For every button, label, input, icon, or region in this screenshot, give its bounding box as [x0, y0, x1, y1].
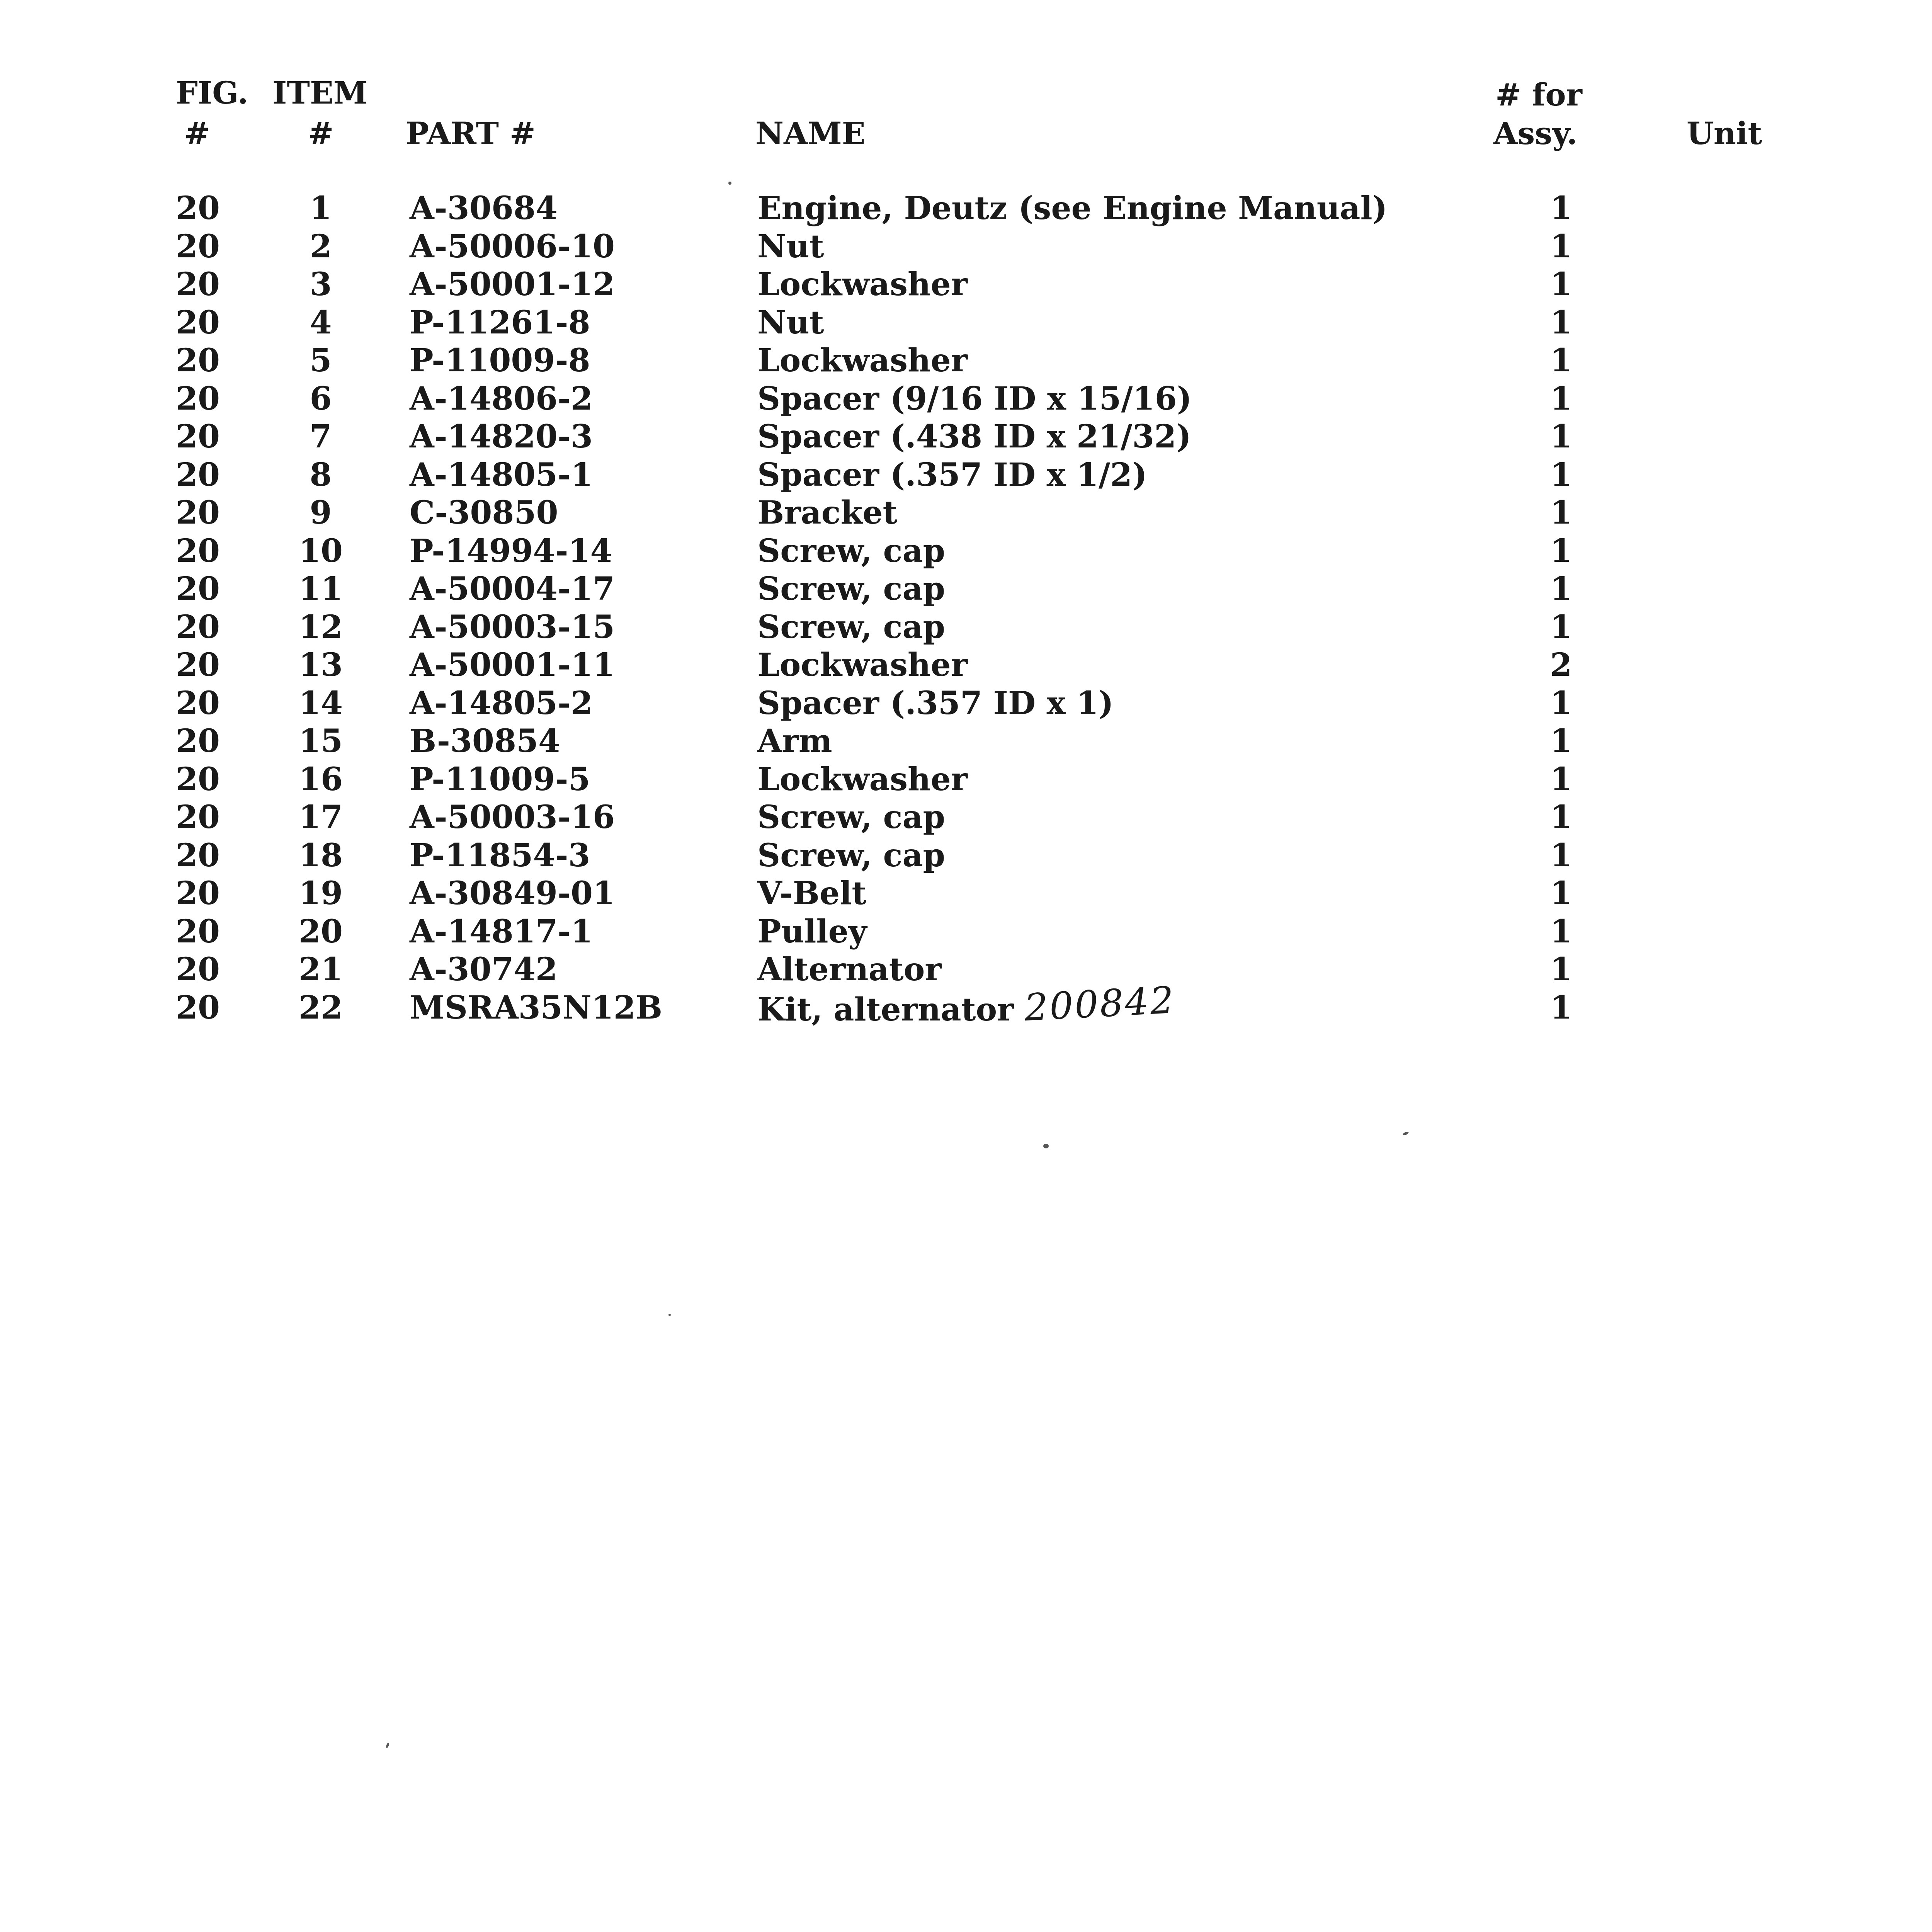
name-cell: V-Belt: [757, 875, 867, 912]
item-cell: 19: [298, 875, 343, 912]
item-cell: 6: [310, 380, 332, 417]
table-row: [0, 760, 1932, 799]
table-row: [0, 646, 1932, 684]
name-cell: Spacer (9/16 ID x 15/16): [757, 380, 1192, 417]
header-fig-line1: FIG.: [176, 75, 248, 111]
part-cell: C-30850: [410, 494, 558, 531]
header-qty-line1: # for: [1495, 77, 1582, 113]
name-cell: Lockwasher: [757, 760, 968, 798]
qty-cell: 1: [1550, 951, 1572, 988]
table-row: [0, 418, 1932, 456]
table-row: [0, 951, 1932, 989]
fig-cell: 20: [176, 913, 220, 950]
item-cell: 21: [298, 951, 343, 988]
name-cell: Lockwasher: [757, 646, 968, 684]
part-cell: A-50003-15: [410, 608, 615, 646]
table-row: [0, 798, 1932, 837]
header-fig-line2: #: [184, 115, 210, 151]
scan-speck: [1043, 1144, 1049, 1148]
fig-cell: 20: [176, 875, 220, 912]
fig-cell: 20: [176, 456, 220, 493]
qty-cell: 1: [1550, 608, 1572, 646]
item-cell: 1: [310, 190, 332, 227]
qty-cell: 2: [1550, 646, 1572, 684]
qty-cell: 1: [1550, 684, 1572, 722]
table-row: [0, 532, 1932, 570]
qty-cell: 1: [1550, 494, 1572, 531]
header-item-line2: #: [308, 115, 334, 151]
fig-cell: 20: [176, 989, 220, 1026]
name-cell: Alternator: [757, 951, 942, 988]
name-cell: Nut: [757, 228, 824, 265]
name-cell: Spacer (.357 ID x 1/2): [757, 456, 1147, 493]
qty-cell: 1: [1550, 799, 1572, 836]
part-cell: A-14805-2: [410, 684, 593, 722]
header-name: NAME: [755, 115, 866, 151]
fig-cell: 20: [176, 304, 220, 341]
part-cell: P-14994-14: [410, 532, 612, 570]
qty-cell: 1: [1550, 989, 1572, 1026]
fig-cell: 20: [176, 799, 220, 836]
fig-cell: 20: [176, 532, 220, 570]
fig-cell: 20: [176, 228, 220, 265]
qty-cell: 1: [1550, 304, 1572, 341]
qty-cell: 1: [1550, 380, 1572, 417]
name-cell: Spacer (.438 ID x 21/32): [757, 418, 1192, 455]
fig-cell: 20: [176, 760, 220, 798]
qty-cell: 1: [1550, 875, 1572, 912]
item-cell: 5: [310, 342, 332, 379]
part-cell: A-30684: [410, 190, 558, 227]
item-cell: 22: [298, 989, 343, 1026]
fig-cell: 20: [176, 951, 220, 988]
name-cell: Engine, Deutz (see Engine Manual): [757, 190, 1388, 227]
table-row: [0, 570, 1932, 608]
item-cell: 18: [298, 837, 343, 874]
table-row: [0, 608, 1932, 646]
fig-cell: 20: [176, 380, 220, 417]
fig-cell: 20: [176, 266, 220, 303]
name-cell: Screw, cap: [757, 608, 945, 646]
scan-speck: [386, 1742, 389, 1748]
name-cell: Lockwasher: [757, 266, 968, 303]
qty-cell: 1: [1550, 913, 1572, 950]
name-text: Kit, alternator: [757, 991, 1014, 1028]
item-cell: 20: [298, 913, 343, 950]
header-item-line1: ITEM: [272, 75, 368, 111]
qty-cell: 1: [1550, 190, 1572, 227]
part-cell: A-30742: [410, 951, 558, 988]
part-cell: P-11009-8: [410, 342, 590, 379]
part-cell: A-50006-10: [410, 228, 615, 265]
item-cell: 2: [310, 228, 332, 265]
fig-cell: 20: [176, 723, 220, 760]
qty-cell: 1: [1550, 228, 1572, 265]
fig-cell: 20: [176, 342, 220, 379]
qty-cell: 1: [1550, 418, 1572, 455]
fig-cell: 20: [176, 837, 220, 874]
part-cell: A-50001-11: [410, 646, 615, 684]
qty-cell: 1: [1550, 837, 1572, 874]
item-cell: 11: [298, 570, 343, 607]
fig-cell: 20: [176, 190, 220, 227]
part-cell: A-50001-12: [410, 266, 615, 303]
table-row: [0, 456, 1932, 494]
item-cell: 17: [298, 799, 343, 836]
table-row: [0, 228, 1932, 266]
part-cell: A-14806-2: [410, 380, 593, 417]
qty-cell: 1: [1550, 723, 1572, 760]
fig-cell: 20: [176, 494, 220, 531]
fig-cell: 20: [176, 570, 220, 607]
name-cell: Nut: [757, 304, 824, 341]
item-cell: 10: [298, 532, 343, 570]
fig-cell: 20: [176, 418, 220, 455]
item-cell: 7: [310, 418, 332, 455]
name-cell: [757, 978, 1177, 1029]
fig-cell: 20: [176, 684, 220, 722]
header-qty-line2: Assy.: [1493, 115, 1578, 151]
qty-cell: 1: [1550, 760, 1572, 798]
item-cell: 9: [310, 494, 332, 531]
item-cell: 8: [310, 456, 332, 493]
item-cell: 14: [298, 684, 343, 722]
name-cell: Screw, cap: [757, 837, 945, 874]
table-row: [0, 380, 1932, 418]
name-cell: Screw, cap: [757, 799, 945, 836]
table-row: [0, 494, 1932, 532]
part-cell: A-30849-01: [410, 875, 615, 912]
qty-cell: 1: [1550, 570, 1572, 607]
item-cell: 15: [298, 723, 343, 760]
name-cell: Pulley: [757, 913, 867, 950]
name-cell: Spacer (.357 ID x 1): [757, 684, 1114, 722]
scan-speck: [668, 1314, 671, 1316]
table-row: [0, 837, 1932, 875]
item-cell: 4: [310, 304, 332, 341]
table-row: [0, 913, 1932, 951]
name-cell: Lockwasher: [757, 342, 968, 379]
name-cell: Bracket: [757, 494, 898, 531]
item-cell: 16: [298, 760, 343, 798]
part-cell: P-11854-3: [410, 837, 590, 874]
table-row: [0, 874, 1932, 913]
name-cell: Screw, cap: [757, 570, 945, 607]
table-row: [0, 978, 1932, 1029]
part-cell: A-50003-16: [410, 799, 615, 836]
part-cell: P-11009-5: [410, 760, 590, 798]
header-unit: Unit: [1687, 115, 1762, 151]
qty-cell: 1: [1550, 456, 1572, 493]
part-cell: B-30854: [410, 723, 561, 760]
scan-speck: [728, 182, 731, 185]
name-cell: Arm: [757, 723, 832, 760]
header-part: PART #: [406, 115, 536, 151]
fig-cell: 20: [176, 646, 220, 684]
table-row: [0, 342, 1932, 380]
part-cell: A-14805-1: [410, 456, 593, 493]
part-cell: A-14820-3: [410, 418, 593, 455]
part-cell: A-50004-17: [410, 570, 615, 607]
part-cell: A-14817-1: [410, 913, 593, 950]
table-row: [0, 684, 1932, 723]
name-cell: Screw, cap: [757, 532, 945, 570]
table-row: [0, 265, 1932, 304]
fig-cell: 20: [176, 608, 220, 646]
table-row: [0, 304, 1932, 342]
item-cell: 12: [298, 608, 343, 646]
scan-speck: [1402, 1131, 1409, 1136]
table-row: [0, 722, 1932, 760]
parts-table: [0, 189, 1932, 1027]
item-cell: 13: [298, 646, 343, 684]
qty-cell: 1: [1550, 532, 1572, 570]
qty-cell: 1: [1550, 266, 1572, 303]
part-cell: P-11261-8: [410, 304, 590, 341]
part-cell: MSRA35N12B: [410, 989, 663, 1026]
item-cell: 3: [310, 266, 332, 303]
qty-cell: 1: [1550, 342, 1572, 379]
table-row: [0, 189, 1932, 228]
handwritten-note: 200842: [1023, 978, 1177, 1029]
